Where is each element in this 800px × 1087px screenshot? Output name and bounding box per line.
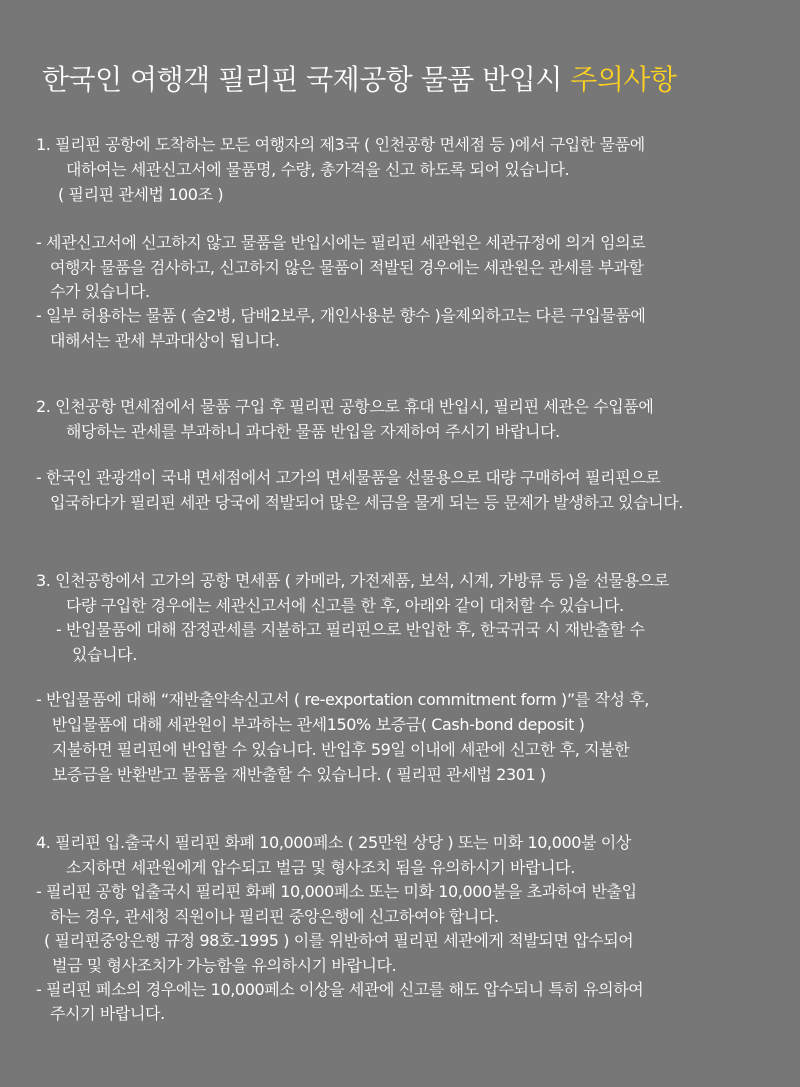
section-3-bullet-2: - 반입물품에 대해 “재반출약속신고서 ( re-exportation commitment form )”를 작성 후, [36, 690, 649, 709]
section-4-heading: 4. 필리핀 입.출국시 필리핀 화폐 10,000페소 ( 25만원 상당 ) 또는 미화 10,000불 이상 [36, 833, 631, 852]
section-3-bullet-1: - 반입물품에 대해 잠정관세를 지불하고 필리핀으로 반입한 후, 한국귀국 시 재반출할 수 [56, 620, 645, 639]
title-main: 한국인 여행객 필리핀 국제공항 물품 반입시 [42, 63, 571, 96]
section-3-bullet-1-line-2: 있습니다. [72, 645, 137, 664]
section-1-line-2: 대하여는 세관신고서에 물품명, 수량, 총가격을 신고 하도록 되어 있습니다. [66, 160, 570, 179]
section-4-regulation-note: ( 필리핀중앙은행 규정 98호-1995 ) 이를 위반하여 필리핀 세관에게 적발되면 압수되어 [44, 931, 634, 950]
section-1-heading: 1. 필리핀 공항에 도착하는 모든 여행자의 제3국 ( 인천공항 면세점 등 )에서 구입한 물품에 [36, 135, 645, 154]
section-1-bullet-2-line-2: 대해서는 관세 부과대상이 됩니다. [50, 331, 280, 350]
section-4-bullet-2-line-2: 주시기 바랍니다. [50, 1004, 165, 1023]
section-3-heading: 3. 인천공항에서 고가의 공항 면세품 ( 카메라, 가전제품, 보석, 시계, 가방류 등 )을 선물용으로 [36, 571, 669, 590]
section-4-line-2: 소지하면 세관원에게 압수되고 벌금 및 형사조치 됨을 유의하시기 바랍니다. [66, 858, 575, 877]
section-1-bullet-1: - 세관신고서에 신고하지 않고 물품을 반입시에는 필리핀 세관원은 세관규정에 의거 임의로 [36, 233, 646, 252]
section-4-bullet-1: - 필리핀 공항 입출국시 필리핀 화폐 10,000페소 또는 미화 10,000불을 초과하여 반출입 [36, 882, 637, 901]
section-2-heading: 2. 인천공항 면세점에서 물품 구입 후 필리핀 공항으로 휴대 반입시, 필리핀 세관은 수입품에 [36, 397, 654, 416]
section-3-bullet-2-line-3: 지불하면 필리핀에 반입할 수 있습니다. 반입후 59일 이내에 세관에 신고한 후, 지불한 [52, 740, 630, 759]
section-1-bullet-1-line-3: 수가 있습니다. [50, 282, 150, 301]
section-1-bullet-2: - 일부 허용하는 물품 ( 술2병, 담배2보루, 개인사용분 향수 )을제외하고는 다른 구입물품에 [36, 306, 646, 325]
section-2-bullet-1: - 한국인 관광객이 국내 면세점에서 고가의 면세물품을 선물용으로 대량 구매하여 필리핀으로 [36, 468, 661, 487]
section-2-line-2: 해당하는 관세를 부과하니 과다한 물품 반입을 자제하여 주시기 바랍니다. [66, 422, 560, 441]
section-1-bullet-1-line-2: 여행자 물품을 검사하고, 신고하지 않은 물품이 적발된 경우에는 세관원은 관세를 부과할 [50, 258, 644, 277]
section-4-regulation-note-line-2: 벌금 및 형사조치가 가능함을 유의하시기 바랍니다. [52, 956, 397, 975]
section-3-bullet-2-line-4: 보증금을 반환받고 물품을 재반출할 수 있습니다. ( 필리핀 관세법 2301 ) [52, 765, 546, 784]
section-3-bullet-2-line-2: 반입물품에 대해 세관원이 부과하는 관세150% 보증금( Cash-bond deposit ) [52, 715, 585, 734]
section-3-line-2: 다량 구입한 경우에는 세관신고서에 신고를 한 후, 아래와 같이 대처할 수 있습니다. [66, 596, 624, 615]
section-4-bullet-1-line-2: 하는 경우, 관세청 직원이나 필리핀 중앙은행에 신고하여야 합니다. [50, 907, 499, 926]
page-title [42, 58, 676, 98]
section-1-law-reference: ( 필리핀 관세법 100조 ) [58, 185, 224, 204]
section-4-bullet-2: - 필리핀 페소의 경우에는 10,000페소 이상을 세관에 신고를 해도 압수되니 특히 유의하여 [36, 980, 644, 999]
section-2-bullet-1-line-2: 입국하다가 필리핀 세관 당국에 적발되어 많은 세금을 물게 되는 등 문제가 발생하고 있습니다. [50, 493, 684, 512]
title-highlight: 주의사항 [570, 63, 677, 96]
